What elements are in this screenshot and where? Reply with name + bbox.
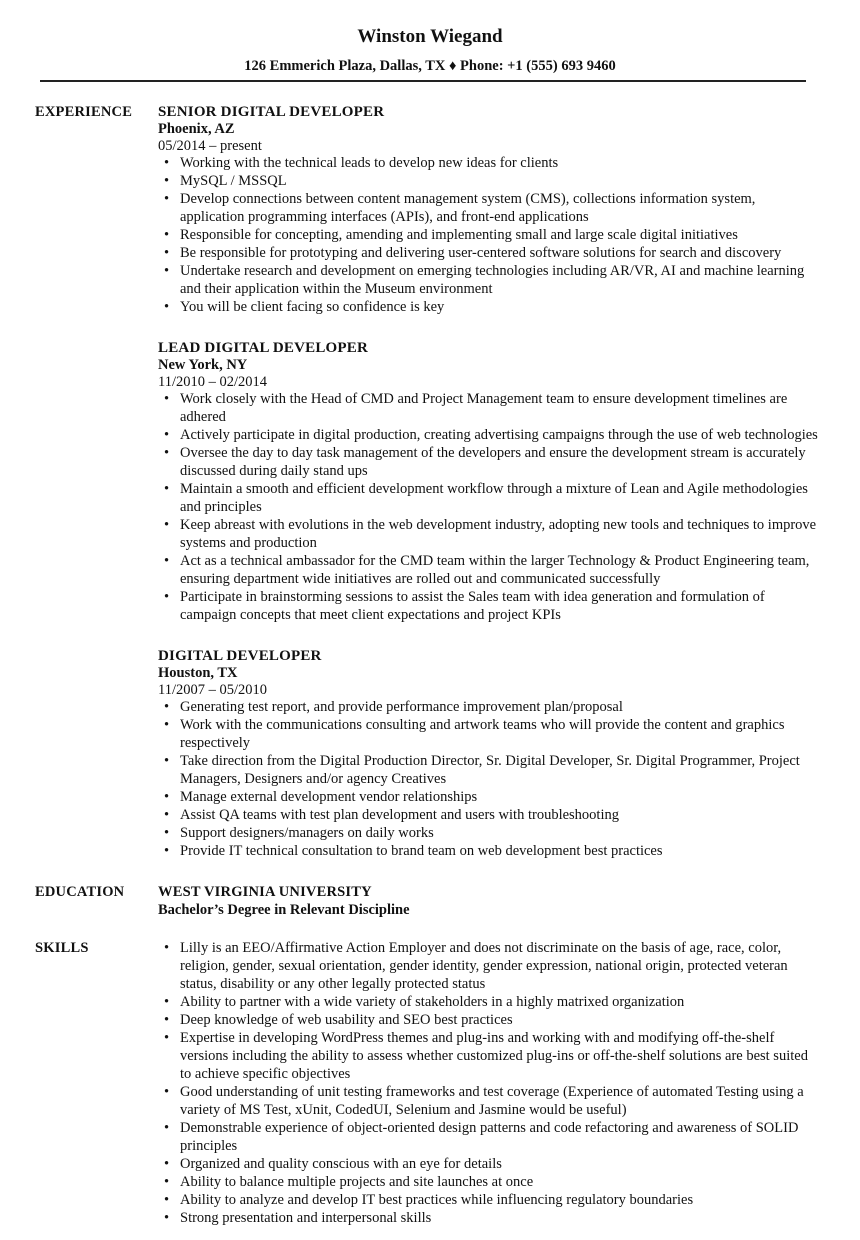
job-bullets: [158, 154, 818, 316]
list-item: • Develop connections between content management system (CMS), collections information system, application programming interfaces (APIs), and front-end applications: [158, 190, 818, 226]
list-item: • Deep knowledge of web usability and SEO best practices: [158, 1011, 818, 1029]
list-item: • Work closely with the Head of CMD and Project Management team to ensure development timelines are adhered: [158, 390, 818, 426]
list-item: • Work with the communications consulting and artwork teams who will provide the content and graphics respectively: [158, 716, 818, 752]
list-item: • Organized and quality conscious with an eye for details: [158, 1155, 818, 1173]
list-item: • You will be client facing so confidence is key: [158, 298, 818, 316]
list-item: • Actively participate in digital production, creating advertising campaigns through the use of web technologies: [158, 426, 818, 444]
experience-label: EXPERIENCE: [35, 104, 133, 120]
list-item: • Lilly is an EEO/Affirmative Action Employer and does not discriminate on the basis of age, race, color, religion, gender, sexual orientation, gender identity, gender expression, national origin, protected veteran status, disability or any other legally protected status: [158, 939, 818, 993]
list-item: • Act as a technical ambassador for the CMD team within the larger Technology & Product Engineering team, ensuring department wide initiatives are rolled out and communicated successfully: [158, 552, 818, 588]
degree: Bachelor’s Degree in Relevant Discipline: [158, 902, 410, 918]
job-location: Phoenix, AZ: [158, 121, 235, 137]
job-dates: 11/2010 – 02/2014: [158, 374, 268, 390]
list-item: • Support designers/managers on daily works: [158, 824, 818, 842]
list-item: • Take direction from the Digital Production Director, Sr. Digital Developer, Sr. Digital Programmer, Project Managers, Designers and/or agency Creatives: [158, 752, 818, 788]
education-label: EDUCATION: [35, 884, 125, 900]
education-section: [0, 883, 860, 919]
list-item: • Participate in brainstorming sessions to assist the Sales team with idea generation and formulation of campaign concepts that meet client expectations and project KPIs: [158, 588, 818, 624]
list-item: • Generating test report, and provide performance improvement plan/proposal: [158, 698, 818, 716]
job-dates: 11/2007 – 05/2010: [158, 682, 268, 698]
experience-section: [0, 103, 860, 860]
list-item: • Demonstrable experience of object-oriented design patterns and code refactoring and awareness of SOLID principles: [158, 1119, 818, 1155]
list-item: • Strong presentation and interpersonal skills: [158, 1209, 818, 1227]
list-item: • Be responsible for prototyping and delivering user-centered software solutions for search and discovery: [158, 244, 818, 262]
resume-header: [0, 0, 860, 75]
school-name: WEST VIRGINIA UNIVERSITY: [158, 884, 372, 900]
list-item: • MySQL / MSSQL: [158, 172, 818, 190]
header-divider: [40, 80, 806, 82]
job-bullets: [158, 390, 818, 624]
list-item: • Ability to analyze and develop IT best practices while influencing regulatory boundaries: [158, 1191, 818, 1209]
list-item: • Working with the technical leads to develop new ideas for clients: [158, 154, 818, 172]
experience-jobs: [158, 103, 818, 860]
candidate-name: Winston Wiegand: [357, 26, 503, 47]
list-item: • Good understanding of unit testing frameworks and test coverage (Experience of automated Testing using a variety of MS Test, xUnit, CodedUI, Selenium and Jasmine would be useful): [158, 1083, 818, 1119]
skills-list: [158, 939, 818, 1227]
list-item: • Assist QA teams with test plan development and users with troubleshooting: [158, 806, 818, 824]
job-bullets: [158, 698, 818, 860]
list-item: • Ability to partner with a wide variety of stakeholders in a highly matrixed organization: [158, 993, 818, 1011]
list-item: • Maintain a smooth and efficient development workflow through a mixture of Lean and Agile methodologies and principles: [158, 480, 818, 516]
list-item: • Responsible for concepting, amending and implementing small and large scale digital initiatives: [158, 226, 818, 244]
list-item: • Oversee the day to day task management of the developers and ensure the development stream is accurately discussed during daily stand ups: [158, 444, 818, 480]
list-item: • Undertake research and development on emerging technologies including AR/VR, AI and machine learning and their application within the Museum environment: [158, 262, 818, 298]
list-item: • Manage external development vendor relationships: [158, 788, 818, 806]
job-location: New York, NY: [158, 357, 248, 373]
skills-label: SKILLS: [35, 940, 89, 956]
list-item: • Provide IT technical consultation to brand team on web development best practices: [158, 842, 818, 860]
list-item: • Ability to balance multiple projects and site launches at once: [158, 1173, 818, 1191]
skills-section: [0, 939, 860, 1227]
job-location: Houston, TX: [158, 665, 238, 681]
job-title: DIGITAL DEVELOPER: [158, 648, 322, 664]
list-item: • Keep abreast with evolutions in the web development industry, adopting new tools and techniques to improve systems and production: [158, 516, 818, 552]
contact-line: 126 Emmerich Plaza, Dallas, TX ♦ Phone: +1 (555) 693 9460: [244, 58, 616, 74]
list-item: • Expertise in developing WordPress themes and plug-ins and working with and modifying off-the-shelf versions including the ability to assess whether customized plug-ins or off-the-shelf solutions are best suited to achieve specific objectives: [158, 1029, 818, 1083]
job-entry: [158, 339, 818, 624]
job-entry: [158, 647, 818, 860]
job-entry: [158, 103, 818, 316]
job-title: LEAD DIGITAL DEVELOPER: [158, 340, 368, 356]
job-dates: 05/2014 – present: [158, 138, 262, 154]
job-title: SENIOR DIGITAL DEVELOPER: [158, 104, 385, 120]
